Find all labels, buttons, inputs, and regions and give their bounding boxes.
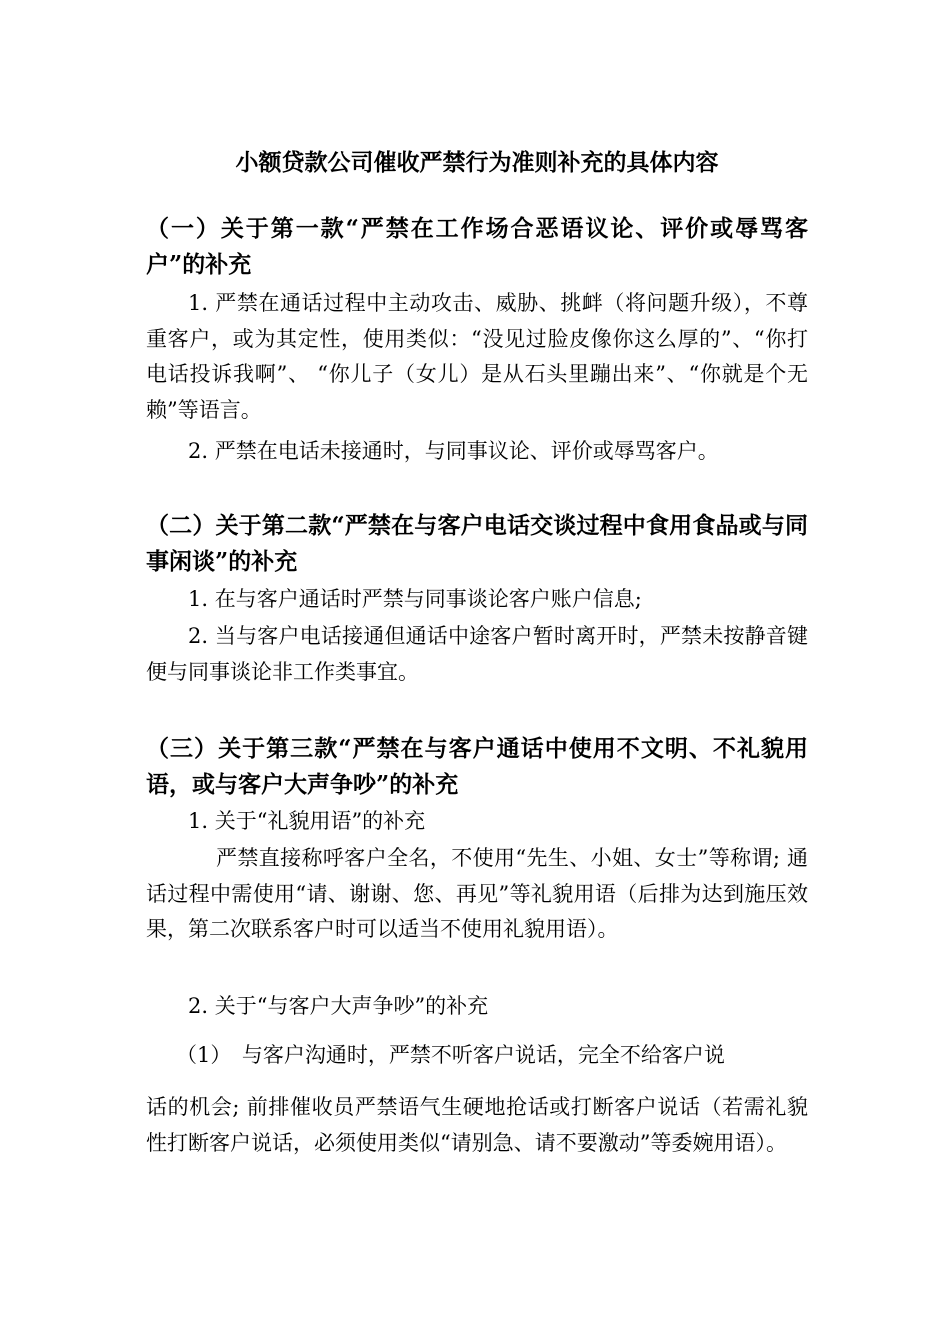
section-2-heading: （二）关于第二款“严禁在与客户电话交谈过程中食用食品或与同事闲谈”的补充 <box>146 512 808 575</box>
document-title: 小额贷款公司催收严禁行为准则补充的具体内容 <box>235 149 719 176</box>
section-1-item-2: 2. 严禁在电话未接通时，与同事议论、评价或辱骂客户。 <box>188 439 719 463</box>
section-3-item-1-title: 1. 关于“礼貌用语”的补充 <box>188 809 426 833</box>
section-2-item-2: 2. 当与客户电话接通但通话中途客户暂时离开时，严禁未按静音键便与同事谈论非工作类事宜。 <box>146 624 808 684</box>
section-1-heading: （一）关于第一款“严禁在工作场合恶语议论、评价或辱骂客户”的补充 <box>146 215 808 278</box>
section-3-item-2-title: 2. 关于“与客户大声争吵”的补充 <box>188 994 489 1018</box>
section-1-item-1: 1. 严禁在通话过程中主动攻击、威胁、挑衅（将问题升级），不尊重客户，或为其定性，使用类似：“没见过脸皮像你这么厚的”、“你打电话投诉我啊”、 “你儿子（女儿）是从石头里蹦出来”、“你就是个无赖”等语言。 <box>146 291 808 422</box>
section-3-item-2-sub-1-first-line: （1） 与客户沟通时，严禁不听客户说话，完全不给客户说 <box>176 1043 725 1067</box>
section-2-item-1: 1. 在与客户通话时严禁与同事谈论客户账户信息; <box>188 587 642 611</box>
section-3-item-1-body: 严禁直接称呼客户全名，不使用“先生、小姐、女士”等称谓; 通话过程中需使用“请、谢谢、您、再见”等礼貌用语（后排为达到施压效果，第二次联系客户时可以适当不使用礼貌用语）。 <box>146 846 808 941</box>
section-3-heading: （三）关于第三款“严禁在与客户通话中使用不文明、不礼貌用语，或与客户大声争吵”的补充 <box>146 735 808 798</box>
section-3-item-2-sub-1-body: 话的机会; 前排催收员严禁语气生硬地抢话或打断客户说话（若需礼貌性打断客户说话，必须使用类似“请别急、请不要激动”等委婉用语）。 <box>146 1095 808 1155</box>
